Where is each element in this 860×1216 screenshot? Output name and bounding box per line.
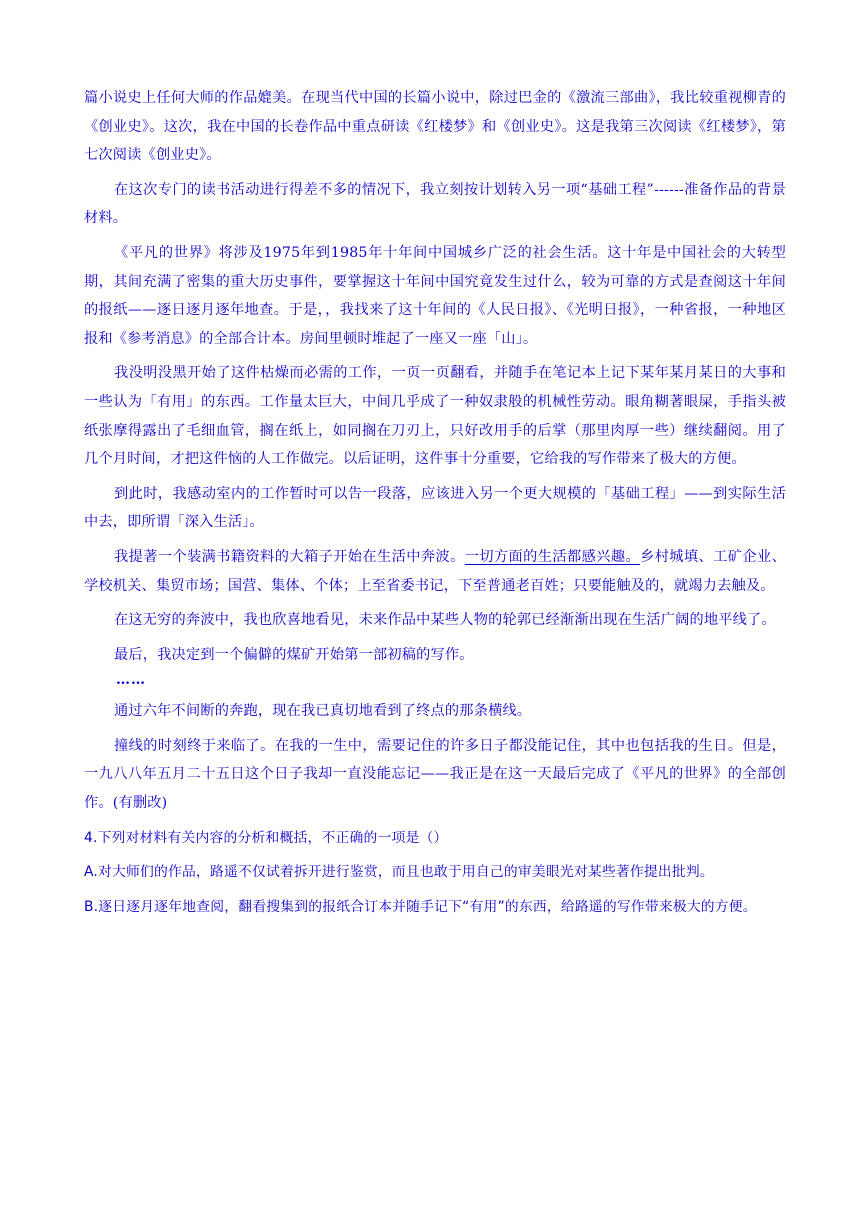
paragraph-travel [84, 543, 786, 600]
travel-text-after: 乡村城填、工矿企业、学校机关、集贸市场；国营、集体、个体；上至省委书记，下至普通老百姓；只要能触及的，就竭力去触及。 [84, 548, 786, 594]
paragraph-completion: 撞线的时刻终于来临了。在我的一生中，需要记住的许多日子都没能记住，其中也包括我的生日。但是，一九八八年五月二十五日这个日子我却一直没能忘记——我正是在这一天最后完成了《平凡的世界》的全部创作。(有删改) [84, 737, 786, 812]
question-stem: 4.下列对材料有关内容的分析和概括，不正确的一项是（） [84, 829, 448, 846]
paragraph-newspapers: 《平凡的世界》将涉及1975年到1985年十年间中国城乡广泛的社会生活。这十年是中国社会的大转型期，其间充满了密集的重大历史事件，要掌握这十年间中国究竟发生过什么，较为可靠的方式是查阅这十年间的报纸——逐日逐月逐年地查。于是，，我找来了这十年间的《人民日报》、《光明日报》，一种省报，一种地区报和《参考消息》的全部合计本。房间里顿时堆起了一座又一座「山」。 [84, 244, 786, 347]
paragraph-coal-mine: 最后，我决定到一个偏僻的煤矿开始第一部初稿的写作。 [114, 646, 474, 663]
option-a: A.对大师们的作品，路遥不仅试着拆开进行鉴赏，而且也敢于用自己的审美眼光对某些著作提出批判。 [84, 864, 714, 881]
paragraph-continuation: 篇小说史上任何大师的作品媲美。在现当代中国的长篇小说中，除过巴金的《激流三部曲》，我比较重视柳青的《创业史》。这次，我在中国的长卷作品中重点研读《红楼梦》和《创业史》。这是我第三次阅读《红楼梦》，第七次阅读《创业史》。 [84, 90, 786, 164]
ellipsis-mark: …… [116, 672, 146, 689]
paragraph-characters: 在这无穷的奔波中，我也欣喜地看见，未来作品中某些人物的轮郭已经渐渐出现在生活广阔的地平线了。 [114, 612, 776, 629]
underlined-phrase: 一切方面的生活都感兴趣。 [464, 548, 641, 565]
travel-text-before: 我提著一个装满书籍资料的大箱子开始在生活中奔波。 [114, 548, 465, 565]
paragraph-preparation: 在这次专门的读书活动进行得差不多的情况下，我立刻按计划转入另一项“基础工程”------准备作品的背景材料。 [84, 181, 786, 227]
document-page [84, 84, 786, 921]
option-b: B.逐日逐月逐年地查阅，翻看搜集到的报纸合订本并随手记下“有用”的东西，给路遥的写作带来极大的方便。 [84, 898, 757, 915]
paragraph-finish-line: 通过六年不间断的奔跑，现在我已真切地看到了终点的那条横线。 [114, 703, 532, 720]
paragraph-reading-work: 我没明没黑开始了这件枯燥而必需的工作，一页一页翻看，并随手在笔记本上记下某年某月某日的大事和一些认为「有用」的东西。工作量太巨大，中间几乎成了一种奴隶般的机械性劳动。眼角糊著眼屎，手指头被纸张摩得露出了毛细血管，搁在纸上，如同搁在刀刃上，只好改用手的后掌（那里肉厚一些）继续翻阅。用了几个月时间，才把这件恼的人工作做完。以后证明，这件事十分重要，它给我的写作带来了极大的方便。 [84, 365, 786, 468]
paragraph-deep-life: 到此时，我感动室内的工作暂时可以告一段落，应该进入另一个更大规模的「基础工程」——到实际生活中去，即所谓「深入生活」。 [84, 485, 786, 531]
